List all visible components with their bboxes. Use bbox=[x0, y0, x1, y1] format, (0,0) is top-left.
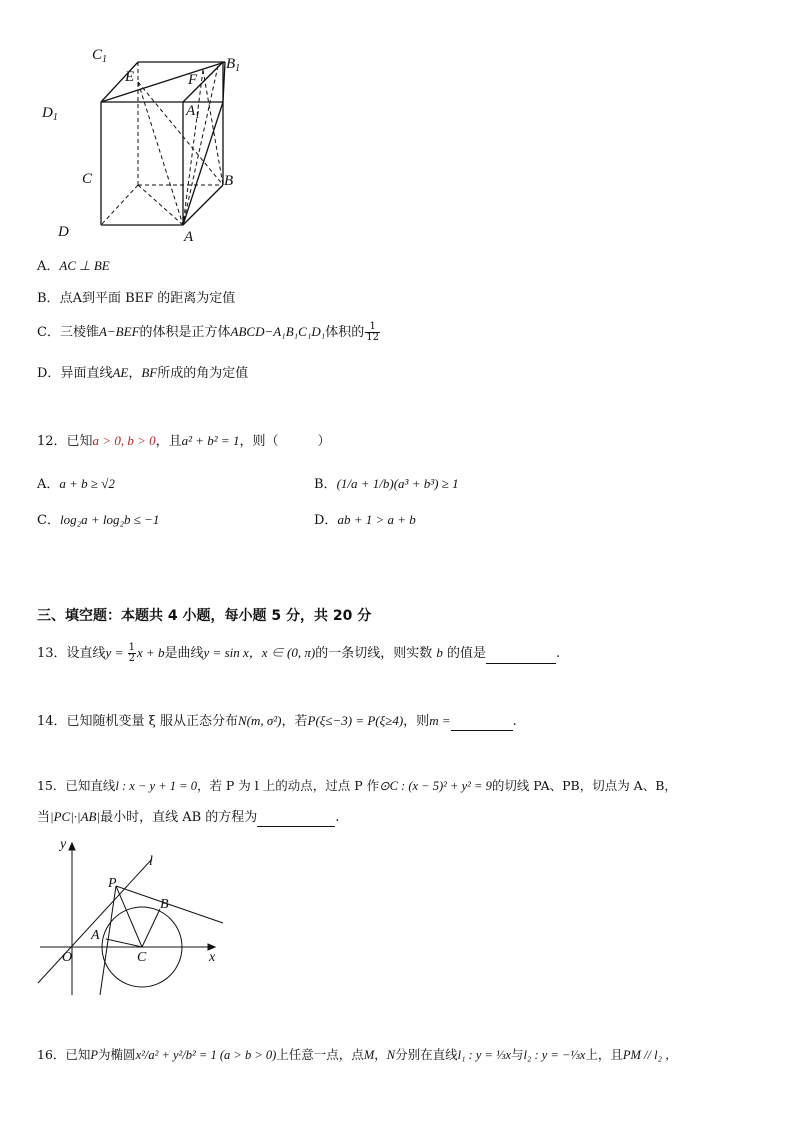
label-p: P bbox=[108, 876, 117, 891]
label-x: x bbox=[209, 950, 216, 965]
q13: 13．设直线y = $\frac{1}{2}$ x + b是曲线y = sin x，x ∈ (0, π)的一条切线，则实数 b 的值是 . bbox=[37, 642, 561, 664]
q16: 16．已知P为椭圆x²/a² + y²/b² = 1 (a > b > 0)上任意一点，点M，N分别在直线l₁ : y = ⅓x与l₂ : y = −⅓x上，且PM // l₂ ， bbox=[37, 1047, 678, 1062]
segment-ca bbox=[106, 939, 142, 947]
label-c: C bbox=[137, 950, 147, 965]
y-axis-arrow bbox=[69, 843, 75, 850]
cube-figure bbox=[38, 40, 248, 250]
label-a: A bbox=[91, 928, 100, 943]
line-l bbox=[38, 859, 152, 983]
label-b: B bbox=[160, 897, 169, 912]
segment-e-b bbox=[138, 82, 223, 185]
label-e: E bbox=[125, 69, 135, 85]
q12-option-d: D．ab + 1 > a + b bbox=[314, 512, 416, 528]
segment-b1-a bbox=[183, 66, 218, 225]
label-y: y bbox=[60, 837, 67, 852]
answer-blank[interactable] bbox=[451, 717, 513, 731]
segment-f-a bbox=[183, 70, 203, 225]
label-o: O bbox=[62, 950, 73, 965]
fraction-one-half: $\frac{1}{2}$ bbox=[128, 642, 135, 664]
label-l: l bbox=[149, 854, 153, 869]
q11-option-b: B．点A到平面 BEF 的距离为定值 bbox=[37, 291, 236, 306]
q11-option-c: C．三棱锥A−BEF的体积是正方体ABCD−A₁B₁C₁D₁体积的 $\frac{1}{12}$ bbox=[37, 321, 380, 343]
label-b1: $B_1$ bbox=[226, 56, 241, 74]
label-a1: $A_1$ bbox=[186, 103, 201, 121]
edge-c-d bbox=[101, 185, 138, 225]
section-heading: 三、填空题：本题共 4 小题，每小题 5 分，共 20 分 bbox=[37, 608, 372, 624]
label-f: F bbox=[188, 72, 198, 88]
label-d: D bbox=[58, 224, 69, 240]
segment-cb bbox=[142, 909, 160, 947]
q12-stem: 12．已知a > 0, b > 0，且a² + b² = 1，则（ ） bbox=[37, 433, 331, 449]
label-d1: $D_1$ bbox=[42, 105, 58, 123]
q12-option-b: B．(1/a + 1/b)(a³ + b³) ≥ 1 bbox=[314, 476, 459, 492]
edge-a1-a bbox=[183, 102, 223, 225]
segment-pc bbox=[116, 886, 142, 947]
tangent-figure bbox=[30, 835, 230, 1005]
q11-option-d: D．异面直线AE，BF所成的角为定值 bbox=[37, 365, 249, 381]
q12-option-c: C．log₂a + log₂b ≤ −1 bbox=[37, 512, 160, 528]
label-b: B bbox=[224, 173, 234, 189]
label-c1: $C_1$ bbox=[92, 47, 108, 65]
answer-blank[interactable] bbox=[486, 650, 556, 664]
fraction-one-twelfth: $\frac{1}{12}$ bbox=[366, 321, 380, 343]
answer-blank[interactable] bbox=[257, 813, 335, 827]
segment-e-a bbox=[138, 82, 183, 225]
label-a: A bbox=[184, 229, 194, 245]
q14: 14．已知随机变量 ξ 服从正态分布N(m, σ²)，若P(ξ≤−3) = P(ξ≥4)，则m = . bbox=[37, 713, 517, 729]
q15-line1: 15．已知直线l : x − y + 1 = 0，若 P 为 l 上的动点，过点 P 作⊙C : (x − 5)² + y² = 9的切线 PA、PB，切点为 A、B， bbox=[37, 778, 677, 793]
q11-option-a: A．AC ⊥ BE bbox=[37, 258, 110, 274]
q15-line2: 当|PC|·|AB|最小时，直线 AB 的方程为 . bbox=[37, 809, 340, 825]
q12-option-a: A．a + b ≥ √2 bbox=[37, 476, 115, 492]
label-c: C bbox=[82, 171, 93, 187]
